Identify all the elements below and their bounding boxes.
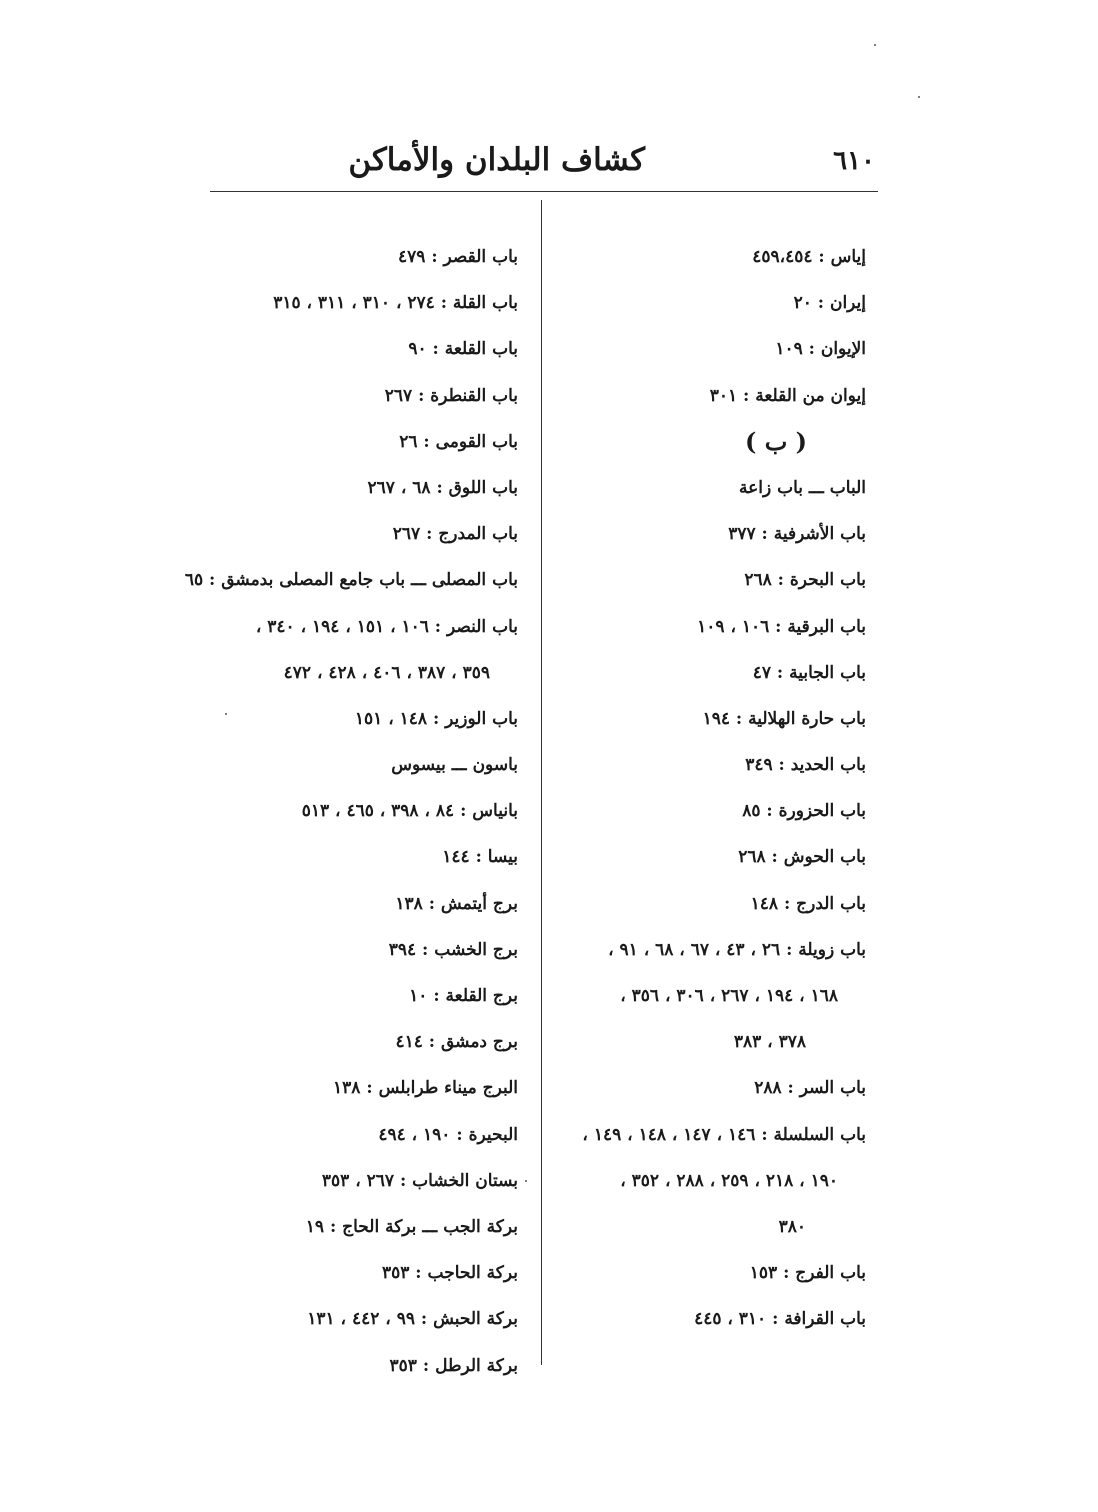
index-column-left (184, 234, 518, 1389)
scan-speck (225, 713, 227, 715)
index-entry: بركة الجب ـــ بركة الحاج : ١٩ (305, 1216, 518, 1237)
page-header (210, 140, 875, 190)
index-entry: باب البرقية : ١٠٦ ، ١٠٩ (697, 616, 866, 637)
index-entry: باب الفرج : ١٥٣ (749, 1263, 866, 1284)
index-entry: باب السر : ٢٨٨ (754, 1078, 866, 1099)
index-entry: الإيوان : ١٠٩ (775, 339, 866, 360)
index-entry: باب القومى : ٢٦ (399, 431, 518, 452)
index-entry: باب الأشرفية : ٣٧٧ (728, 524, 866, 545)
index-entry: باب الجابية : ٤٧ (752, 662, 866, 683)
index-entry: باب الدرج : ١٤٨ (750, 893, 866, 914)
index-entry: باب الحزورة : ٨٥ (742, 801, 866, 822)
index-entry: باسون ـــ بيسوس (391, 755, 518, 776)
index-entry: إيران : ٢٠ (793, 293, 866, 314)
index-entry: باب المصلى ـــ باب جامع المصلى بدمشق : ٦٥ (184, 570, 518, 591)
index-entry: باب حارة الهلالية : ١٩٤ (702, 708, 866, 729)
index-entry: بيسا : ١٤٤ (442, 847, 518, 868)
index-entry: باب القلة : ٢٧٤ ، ٣١٠ ، ٣١١ ، ٣١٥ (273, 293, 518, 314)
index-entry: برج القلعة : ١٠ (409, 986, 518, 1006)
index-entry: البرج ميناء طرابلس : ١٣٨ (333, 1078, 518, 1099)
index-entry: ١٩٠ ، ٢١٨ ، ٢٥٩ ، ٢٨٨ ، ٣٥٢ ، (620, 1170, 838, 1191)
index-entry: بستان الخشاب : ٢٦٧ ، ٣٥٣ (321, 1170, 518, 1191)
index-entry: باب القلعة : ٩٠ (408, 339, 518, 360)
index-entry: إيوان من القلعة : ٣٠١ (709, 385, 866, 406)
index-entry: بانياس : ٨٤ ، ٣٩٨ ، ٤٦٥ ، ٥١٣ (301, 801, 518, 822)
index-entry: ٣٥٩ ، ٣٨٧ ، ٤٠٦ ، ٤٢٨ ، ٤٧٢ (283, 662, 490, 683)
index-entry: باب اللوق : ٦٨ ، ٢٦٧ (367, 477, 518, 498)
running-title: كشاف البلدان والأماكن (348, 142, 645, 178)
index-entry: باب الحديد : ٣٤٩ (745, 755, 866, 776)
index-entry: باب القنطرة : ٢٦٧ (384, 385, 518, 406)
index-entry: باب القرافة : ٣١٠ ، ٤٤٥ (694, 1309, 866, 1330)
index-entry: باب زويلة : ٢٦ ، ٤٣ ، ٦٧ ، ٦٨ ، ٩١ ، (608, 939, 866, 960)
index-entry: باب الحوش : ٢٦٨ (738, 847, 866, 868)
index-entry: باب المدرج : ٢٦٧ (392, 524, 518, 545)
index-entry: باب السلسلة : ١٤٦ ، ١٤٧ ، ١٤٨ ، ١٤٩ ، (582, 1124, 866, 1145)
index-entry: بركة الحاجب : ٣٥٣ (381, 1263, 518, 1284)
index-entry: باب البحرة : ٢٦٨ (744, 570, 866, 591)
index-entry: برج دمشق : ٤١٤ (395, 1032, 518, 1053)
index-entry: باب الوزير : ١٤٨ ، ١٥١ (354, 708, 518, 729)
scan-speck (525, 1180, 527, 1182)
index-entry: ١٦٨ ، ١٩٤ ، ٢٦٧ ، ٣٠٦ ، ٣٥٦ ، (620, 986, 838, 1006)
header-rule (210, 191, 878, 192)
column-divider (541, 200, 542, 1365)
index-entry: ٣٨٠ (778, 1216, 806, 1237)
section-letter-heading: ( ب ) (744, 426, 807, 456)
index-entry: بركة الحبش : ٩٩ ، ٤٤٢ ، ١٣١ (307, 1309, 518, 1330)
index-entry: بركة الرطل : ٣٥٣ (389, 1355, 518, 1376)
index-entry: باب النصر : ١٠٦ ، ١٥١ ، ١٩٤ ، ٣٤٠ ، (255, 616, 518, 637)
scan-speck (874, 44, 876, 46)
scan-speck (918, 96, 920, 98)
index-entry: باب القصر : ٤٧٩ (398, 247, 518, 267)
index-entry: الباب ـــ باب زاعة (738, 477, 866, 498)
index-entry: إياس : ٤٥٩،٤٥٤ (752, 247, 866, 267)
index-column-right (566, 234, 866, 1343)
index-entry: برج الخشب : ٣٩٤ (388, 939, 518, 960)
index-entry: البحيرة : ١٩٠ ، ٤٩٤ (378, 1124, 518, 1145)
index-entry: ٣٧٨ ، ٣٨٣ (733, 1032, 806, 1053)
index-entry: برج أيتمش : ١٣٨ (395, 893, 518, 914)
page-number: ٦١٠ (833, 146, 875, 176)
